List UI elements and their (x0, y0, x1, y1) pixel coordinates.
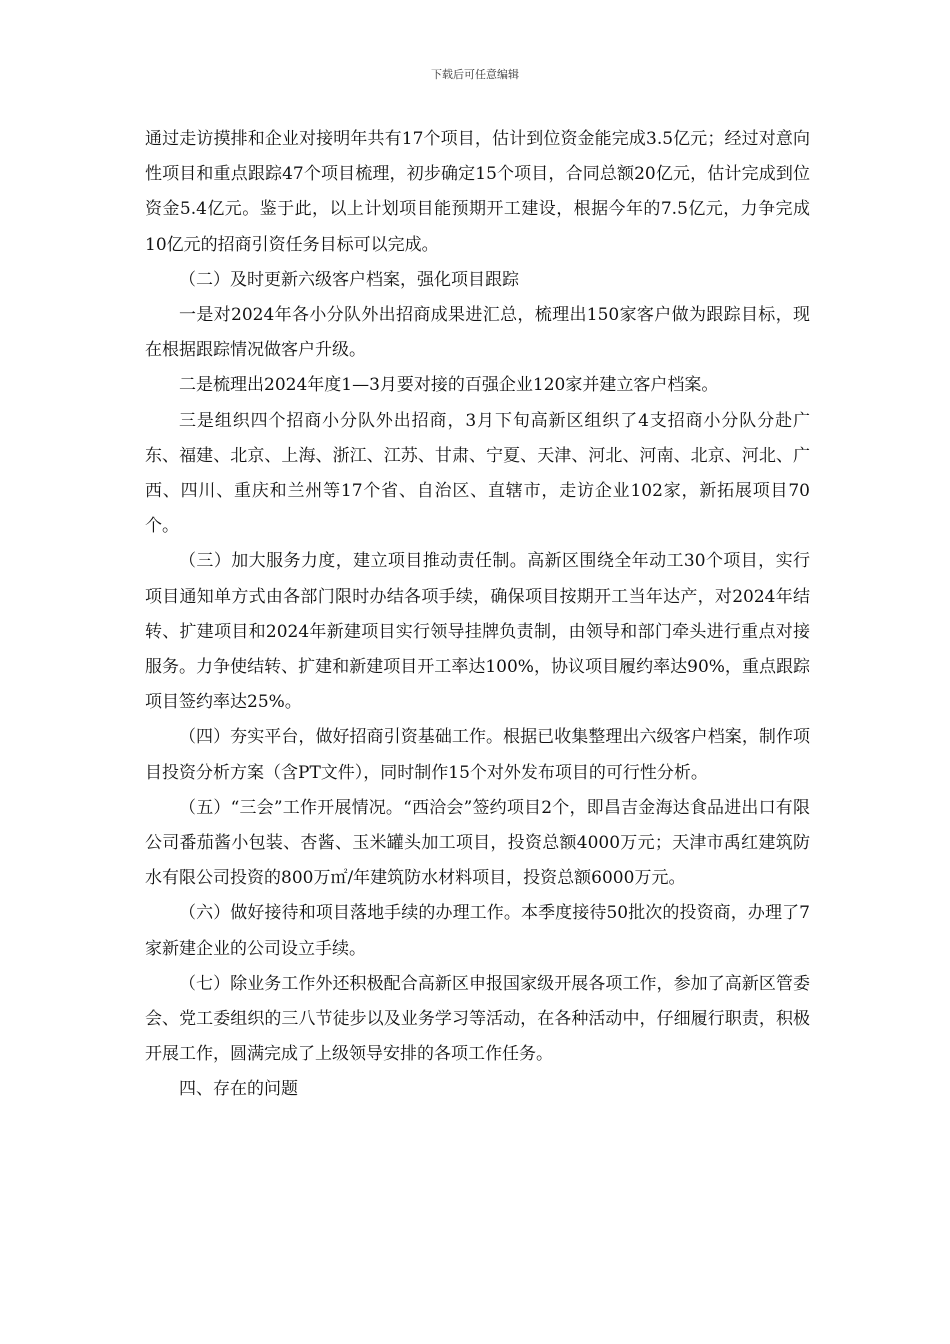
paragraph: 三是组织四个招商小分队外出招商，3月下旬高新区组织了4支招商小分队分赴广东、福建、北京、上海、浙江、江苏、甘肃、宁夏、天津、河北、河南、北京、河北、广西、四川、重庆和兰州等17个省、自治区、直辖市，走访企业102家，新拓展项目70个。 (145, 410, 810, 537)
paragraph: 二是梳理出2024年度1—3月要对接的百强企业120家并建立客户档案。 (179, 375, 719, 396)
paragraph: 一是对2024年各小分队外出招商成果进汇总，梳理出150家客户做为跟踪目标，现在根据跟踪情况做客户升级。 (145, 305, 810, 361)
section-heading-2: （二）及时更新六级客户档案，强化项目跟踪 (179, 269, 519, 290)
paragraph-continuation: 通过走访摸排和企业对接明年共有17个项目，估计到位资金能完成3.5亿元；经过对意向性项目和重点跟踪47个项目梳理，初步确定15个项目，合同总额20亿元，估计完成到位资金5.4亿元。鉴于此，以上计划项目能预期开工建设，根据今年的7.5亿元，力争完成10亿元的招商引资任务目标可以完成。 (145, 129, 810, 255)
paragraph: （四）夯实平台，做好招商引资基础工作。根据已收集整理出六级客户档案，制作项目投资分析方案（含PT文件），同时制作15个对外发布项目的可行性分析。 (145, 727, 810, 783)
paragraph: （七）除业务工作外还积极配合高新区申报国家级开展各项工作，参加了高新区管委会、党工委组织的三八节徒步以及业务学习等活动，在各种活动中，仔细履行职责，积极开展工作，圆满完成了上级领导安排的各项工作任务。 (145, 973, 810, 1065)
page-header: 下载后可任意编辑 (431, 68, 519, 81)
paragraph: （六）做好接待和项目落地手续的办理工作。本季度接待50批次的投资商，办理了7家新建企业的公司设立手续。 (145, 903, 810, 959)
paragraph: （五）“三会”工作开展情况。“西洽会”签约项目2个，即昌吉金海达食品进出口有限公司番茄酱小包装、杏酱、玉米罐头加工项目，投资总额4000万元；天津市禹红建筑防水有限公司投资的800万㎡/年建筑防水材料项目，投资总额6000万元。 (145, 797, 810, 889)
paragraph: （三）加大服务力度，建立项目推动责任制。高新区围绕全年动工30个项目，实行项目通知单方式由各部门限时办结各项手续，确保项目按期开工当年达产，对2024年结转、扩建项目和2024年新建项目实行领导挂牌负责制，由领导和部门牵头进行重点对接服务。力争使结转、扩建和新建项目开工率达100%，协议项目履约率达90%，重点跟踪项目签约率达25%。 (145, 551, 810, 713)
document-body (145, 122, 810, 1108)
section-heading-4: 四、存在的问题 (179, 1079, 298, 1100)
